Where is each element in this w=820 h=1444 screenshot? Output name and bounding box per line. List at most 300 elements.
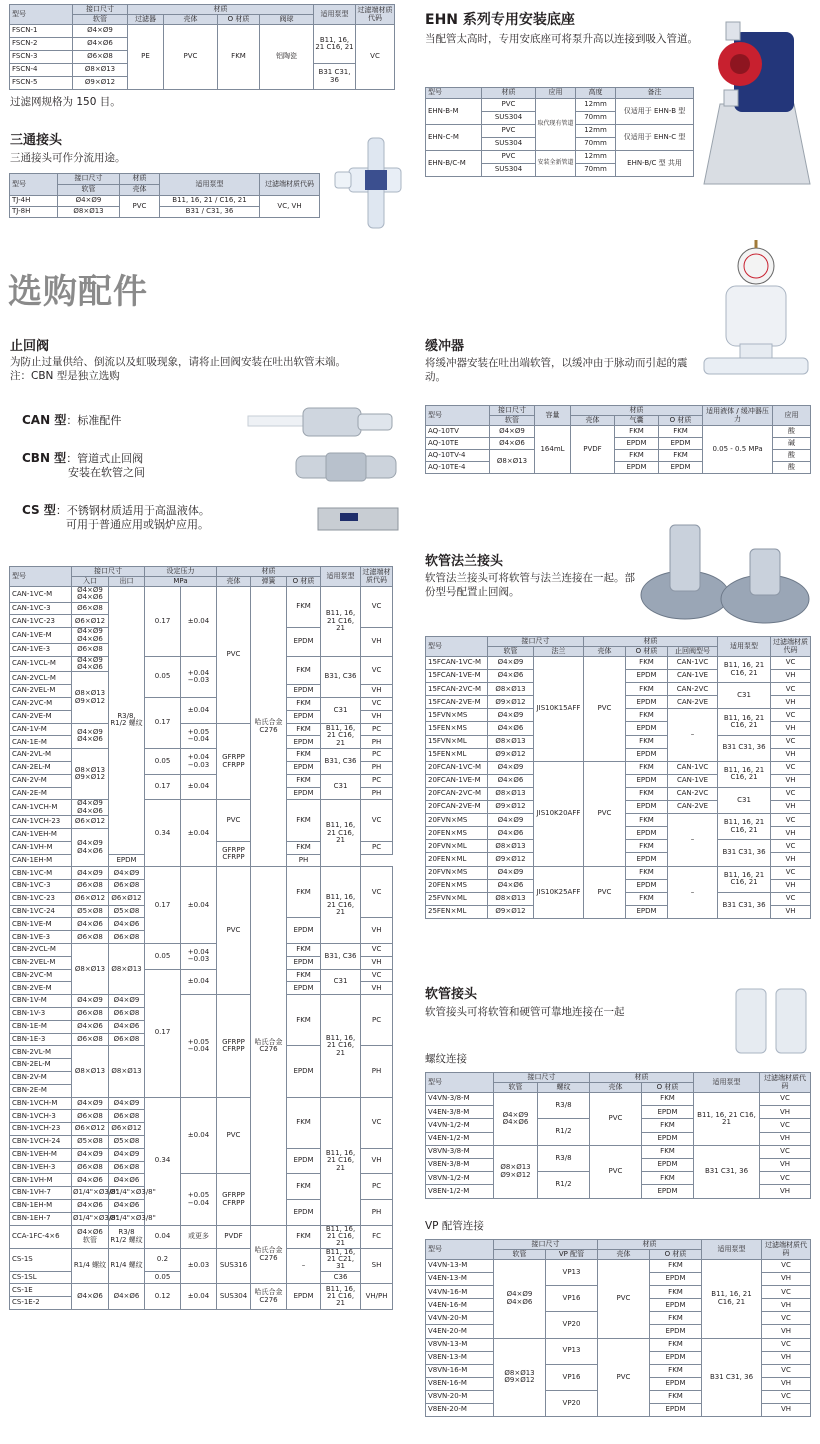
table-cell: Ø4×Ø9 [109,995,145,1008]
table-cell: CBN-1VE-3 [10,931,72,944]
cs-type-label-2: 可用于普通应用或锅炉应用。 [66,518,209,531]
table-cell: EPDM [615,438,659,450]
table-cell: 70mm [576,112,616,125]
table-cell: Ø8×Ø13 [490,450,535,474]
table-cell: EPDM [626,879,668,892]
table-cell: FKM [642,1172,694,1185]
col-port: 接口尺寸 [494,1240,598,1250]
table-cell: CAN-2VL-M [10,749,72,762]
col-port: 接口尺寸 [73,5,128,15]
table-cell: ±0.04 [181,698,217,724]
table-cell: CAN-1VC-23 [10,615,72,628]
table-row [426,1145,811,1158]
table-cell: EPDM [626,801,668,814]
table-cell: AQ-10TV-4 [426,450,490,462]
table-cell: GFRPP CFRPP [217,723,251,800]
table-cell: Ø4×Ø9 Ø4×Ø6 [72,587,109,603]
table-cell: C31 [321,698,361,724]
table-cell: +0.04 −0.03 [181,749,217,775]
table-cell: V4EN-20-M [426,1325,494,1338]
table-cell: VH [361,956,393,969]
table-row [10,587,393,603]
table-cell: 164mL [535,426,571,474]
table-cell: PVC [590,1145,642,1198]
table-cell: VC [356,25,395,90]
col-pump: 适用泵型 [694,1073,760,1093]
table-cell: Ø8×Ø13 [488,683,534,696]
col-application: 应用 [773,406,811,426]
table-cell: CBN-2VL-M [10,1046,72,1059]
col-model: 型号 [426,637,488,657]
table-cell: CBN-2V-M [10,1072,72,1085]
hose-joint-photo [730,985,812,1057]
table-row [10,800,393,816]
col-body: 壳体 [120,185,160,196]
table-cell: PVC [482,125,536,138]
table-cell: CAN-1VC-M [10,587,72,603]
col-pump: 适用泵型 [321,567,361,587]
table-cell: Ø6×Ø8 [73,51,128,64]
col-material: 材质 [217,567,321,577]
table-cell: 15FCAN-1VC-M [426,657,488,670]
vp-table-wrap [425,1239,811,1417]
table-cell: PVC [482,99,536,112]
table-cell: SUS316 [217,1248,251,1284]
table-cell: R1/4 螺纹 [72,1248,109,1284]
table-cell: VH [771,905,811,918]
table-cell: EPDM [287,1284,321,1310]
table-cell: EPDM [287,918,321,944]
thread-table [425,1072,811,1199]
table-cell: PVC [217,800,251,841]
table-cell: V4VN-16-M [426,1286,494,1299]
table-cell: FKM [626,683,668,696]
table-cell: Ø6×Ø8 [109,931,145,944]
table-row [10,1097,393,1110]
table-cell: B11, 16, 21 C16, 21 [718,866,771,892]
table-cell: 20FVN×ML [426,840,488,853]
table-cell: FKM [287,800,321,841]
col-code: 过滤端材质代码 [260,174,320,196]
table-cell: Ø6×Ø8 [72,1110,109,1123]
table-cell: CAN-2VEL-M [10,685,72,698]
table-cell: FSCN-1 [10,25,73,38]
table-cell: EPDM [626,774,668,787]
table-cell: V8EN-1/2-M [426,1185,494,1198]
table-cell: VC [771,814,811,827]
table-cell: CBN-1E-3 [10,1033,72,1046]
table-cell: Ø4×Ø9 Ø4×Ø6 [72,723,109,749]
col-hose: 软管 [488,647,534,657]
table-row [10,867,393,880]
table-cell: 0.05 - 0.5 MPa [703,426,773,474]
table-cell: 0.05 [145,656,181,697]
table-cell: FKM [287,1225,321,1248]
table-cell: Ø6×Ø8 [72,602,109,615]
table-cell: B31, C36 [321,749,361,775]
col-height: 高度 [576,88,616,99]
table-cell: VH [771,879,811,892]
table-cell: V8EN-20-M [426,1404,494,1417]
table-cell: VH [361,918,393,944]
table-cell: CAN-2E-M [10,787,72,800]
flange-desc: 软管法兰接头可将软管与法兰连接在一起。部份型号配置止回阀。 [425,572,635,598]
table-cell: CAN-1VCH-M [10,800,72,816]
table-cell: Ø4×Ø9 Ø4×Ø6 [72,628,109,644]
cs-valve-photo [318,504,402,534]
table-cell: EHN-C-M [426,125,482,151]
col-material: 材质 [120,174,160,185]
table-cell: CAN-1VC [668,761,718,774]
table-cell: 70mm [576,138,616,151]
table-cell: 0.17 [145,969,181,1097]
table-cell: JIS10K20AFF [534,761,584,866]
table-cell: FKM [650,1338,702,1351]
table-cell: C31 [321,969,361,995]
table-cell: CBN-1VH-M [10,1174,72,1187]
table-cell: Ø8×Ø13 [109,944,145,995]
table-cell: VC [361,800,393,841]
table-cell: B11, 16, 21 C16, 21 [321,995,361,1097]
table-cell: Ø8×Ø13 [488,735,534,748]
table-cell: 0.05 [145,1271,181,1284]
table-cell: Ø4×Ø9 Ø4×Ø6 [72,656,109,672]
col-code: 过滤端材质代码 [356,5,395,25]
table-cell: SUS304 [217,1284,251,1310]
table-cell: Ø6×Ø8 [72,1161,109,1174]
table-cell: B11, 16, 21 C16, 21 [694,1093,760,1146]
table-cell: PVC [482,151,536,164]
table-cell: Ø4×Ø6 [488,722,534,735]
col-pump: 适用泵型 [718,637,771,657]
table-cell: Ø9×Ø12 [488,905,534,918]
table-cell: Ø5×Ø8 [109,1136,145,1149]
col-model: 型号 [10,174,58,196]
table-cell: R1/4 螺纹 [109,1248,145,1284]
table-cell: FKM [287,1097,321,1148]
table-cell: CBN-1VCH-24 [10,1136,72,1149]
table-cell: R1/2 [538,1119,590,1145]
table-cell: 25FVN×ML [426,892,488,905]
col-body: 壳体 [584,647,626,657]
hose-joint-title: 软管接头 [425,987,478,1002]
table-cell: C36 [321,1271,361,1284]
table-cell: PVC [120,196,160,218]
table-cell: PH [361,1046,393,1097]
col-body: 壳体 [590,1083,642,1093]
table-cell: VC [771,840,811,853]
table-cell: VH [760,1158,811,1171]
table-cell: Ø4×Ø9 [488,814,534,827]
table-cell: FKM [650,1286,702,1299]
table-cell: EPDM [650,1351,702,1364]
col-body: 壳体 [164,15,218,25]
table-cell: Ø4×Ø6 [72,918,109,931]
table-cell: 0.04 [145,1225,181,1248]
thread-rows [426,1093,811,1199]
table-cell: EPDM [287,1200,321,1226]
table-cell: V4VN-13-M [426,1260,494,1273]
check-valve-title: 止回阀 [10,339,50,354]
table-cell: CAN-1VEH-M [10,828,72,841]
table-cell: B31 C31, 36 [718,735,771,761]
table-cell: VP16 [546,1364,598,1390]
table-cell: VH [771,801,811,814]
table-cell: CAN-1VCL-M [10,656,72,672]
table-cell: FKM [650,1260,702,1273]
table-cell: Ø5×Ø8 [72,1136,109,1149]
table-cell: PH [361,787,393,800]
col-material: 材质 [590,1073,694,1083]
hose-joint-desc: 软管接头可将软管和硬管可靠地连接在一起 [425,1006,625,1018]
table-cell: FKM [626,657,668,670]
table-cell: Ø4×Ø6 [72,1284,109,1310]
table-cell: CAN-1VH-M [10,841,72,854]
table-cell: CBN-1V-3 [10,1008,72,1021]
table-row [10,969,393,982]
table-cell: FKM [626,814,668,827]
table-cell: Ø6×Ø8 [72,1033,109,1046]
table-cell: VC [762,1286,811,1299]
table-cell: PVDF [217,1225,251,1248]
table-cell: EPDM [642,1158,694,1171]
table-cell: FKM [642,1093,694,1106]
table-row [10,774,393,787]
table-cell: V8VN-3/8-M [426,1145,494,1158]
cbn-type-label: CBN 型：管道式止回阀 [22,451,144,465]
table-cell: B31 C31, 36 [718,840,771,866]
col-port: 接口尺寸 [490,406,535,416]
tee-table [9,173,320,218]
table-cell: B31 C31, 36 [314,64,356,90]
col-oring: O 材质 [287,577,321,587]
col-code: 过滤端材质代码 [762,1240,811,1260]
col-model: 型号 [426,1073,494,1093]
buffer-title: 缓冲器 [425,339,465,354]
table-cell: 0.2 [145,1248,181,1271]
table-row [10,944,393,957]
table-cell: EPDM [626,827,668,840]
table-cell: PVC [217,587,251,724]
table-cell: PVDF [571,426,615,474]
table-cell: FKM [659,426,703,438]
table-cell: VP20 [546,1312,598,1338]
table-cell: Ø6×Ø12 [72,1123,109,1136]
table-cell: +0.05 −0.04 [181,1174,217,1225]
col-code: 过滤端材质代码 [361,567,393,587]
col-model: 型号 [426,88,482,99]
table-cell: B11, 16, 21 C16, 21 [718,657,771,683]
table-cell: Ø4×Ø9 [58,196,120,207]
col-oring: O 材质 [218,15,260,25]
table-cell: B31 C31, 36 [718,892,771,918]
table-cell: PH [361,1200,393,1226]
table-cell: Ø8×Ø13 [73,64,128,77]
table-cell: Ø6×Ø12 [109,1123,145,1136]
table-cell: V8VN-13-M [426,1338,494,1351]
table-cell: Ø4×Ø9 [72,995,109,1008]
table-cell: Ø4×Ø9 [109,867,145,880]
table-cell: CBN-1VC-M [10,867,72,880]
table-cell: VH/PH [361,1284,393,1310]
table-cell: 20FCAN-1VE-M [426,774,488,787]
col-vp: VP 配管 [546,1250,598,1260]
table-cell: FC [361,1225,393,1248]
table-cell: 酸 [773,426,811,438]
ehn-desc: 当配管太高时，专用安底座可将泵升高以连接到吸入管道。 [425,33,698,45]
table-cell: ±0.04 [181,969,217,995]
table-cell: PVC [164,25,218,90]
table-cell: V4EN-1/2-M [426,1132,494,1145]
col-oring: O 材质 [650,1250,702,1260]
col-material: 材质 [482,88,536,99]
table-cell: VC [361,944,393,957]
table-cell: Ø4×Ø6 [109,1020,145,1033]
table-cell: EPDM [626,853,668,866]
check-valve-rows [10,587,393,1310]
table-cell: V4EN-16-M [426,1299,494,1312]
table-cell: 15FCAN-1VE-M [426,670,488,683]
col-port: 接口尺寸 [58,174,120,185]
table-cell: Ø4×Ø6 [490,438,535,450]
table-cell: CBN-1VC-23 [10,892,72,905]
table-cell: 酸 [773,462,811,474]
tee-joint-photo [335,138,415,230]
table-cell: FKM [626,735,668,748]
ehn-table [425,87,694,177]
table-cell: VH [762,1325,811,1338]
table-cell: Ø4×Ø9 [488,657,534,670]
table-cell: Ø4×Ø9 [488,761,534,774]
table-cell: PC [361,1174,393,1200]
table-cell: VC [771,866,811,879]
table-cell: Ø6×Ø8 [109,1161,145,1174]
thread-table-wrap [425,1072,811,1199]
table-cell: V8EN-13-M [426,1351,494,1364]
table-cell: VC [771,709,811,722]
table-cell: ±0.04 [181,867,217,944]
col-pump: 适用泵型 [160,174,260,196]
table-cell: Ø6×Ø8 [72,880,109,893]
flange-title: 软管法兰接头 [425,554,504,569]
table-cell: EHN-B-M [426,99,482,125]
table-cell: CAN-1VE-3 [10,643,72,656]
table-cell: CS-1S [10,1248,72,1271]
can-type-label: CAN 型：标准配件 [22,413,122,427]
table-cell: EPDM [626,696,668,709]
table-cell: VC [771,892,811,905]
table-cell: R3/8, R1/2 螺纹 [109,587,145,855]
table-cell: CAN-1E-M [10,736,72,749]
table-cell: EPDM [650,1273,702,1286]
col-oring: O 材质 [659,416,703,426]
table-cell: Ø9×Ø12 [488,696,534,709]
buffer-table-wrap [425,405,811,474]
col-oring: O 材质 [626,647,668,657]
table-cell: VH [771,853,811,866]
table-cell: PH [287,854,321,867]
table-cell: CS-1E [10,1284,72,1297]
table-cell: AQ-10TE [426,438,490,450]
table-cell: C31 [321,774,361,800]
table-cell: Ø9×Ø12 [488,853,534,866]
col-body: 壳体 [217,577,251,587]
cbn-valve-photo [296,448,401,484]
col-bladder: 气囊 [615,416,659,426]
cs-type-label: CS 型：不锈钢材质适用于高温液体。 [22,503,210,517]
table-cell: CBN-2EL-M [10,1059,72,1072]
table-cell: CBN-1EH-M [10,1200,72,1213]
col-body: 壳体 [571,416,615,426]
table-cell: CBN-1VEH-M [10,1148,72,1161]
table-cell: CAN-2VC-M [10,698,72,711]
table-cell: VP20 [546,1390,598,1416]
table-cell: PH [361,736,393,749]
table-cell: SH [361,1248,393,1284]
table-cell: 20FVN×MS [426,866,488,879]
table-cell: 70mm [576,164,616,177]
table-cell: PC [361,995,393,1046]
table-cell: Ø6×Ø8 [72,931,109,944]
table-cell: Ø1/4"×Ø3/8" [109,1187,145,1200]
table-cell: EPDM [287,762,321,775]
table-cell: +0.05 −0.04 [181,723,217,749]
fscn-table-wrap [9,4,395,90]
check-valve-desc: 为防止过量供给、倒流以及虹吸现象，请将止回阀安装在吐出软管末端。 [10,356,346,368]
table-row [426,1338,811,1351]
table-cell: FKM [626,892,668,905]
table-cell: Ø4×Ø9 [488,866,534,879]
table-cell: EPDM [626,670,668,683]
table-cell: Ø6×Ø12 [72,615,109,628]
table-cell: Ø5×Ø8 [72,905,109,918]
col-material: 材质 [598,1240,702,1250]
table-cell: PH [361,762,393,775]
buffer-table [425,405,811,474]
table-cell: Ø8×Ø13 Ø9×Ø12 [494,1145,538,1198]
table-cell: VC [771,683,811,696]
table-cell: VC, VH [260,196,320,218]
col-material: 材质 [584,637,718,647]
table-cell: VC [762,1390,811,1403]
table-cell: FKM [287,656,321,684]
table-cell: VP13 [546,1338,598,1364]
table-cell: 20FEN×MS [426,827,488,840]
table-cell: 0.17 [145,698,181,749]
col-port: 接口尺寸 [488,637,584,647]
table-cell: Ø6×Ø8 [109,1110,145,1123]
table-cell: 20FVN×MS [426,814,488,827]
check-valve-note: 注：CBN 型是独立选购 [10,370,120,382]
table-cell: Ø4×Ø6 [109,1174,145,1187]
table-cell: CBN-2VC-M [10,969,72,982]
table-cell: ±0.03 [181,1248,217,1284]
table-cell: VH [762,1273,811,1286]
table-cell: CBN-1VCH-3 [10,1110,72,1123]
table-cell: B11, 16, 21 C16, 21 [321,1284,361,1310]
table-cell: ±0.04 [181,800,217,867]
table-cell: Ø4×Ø6 [109,1284,145,1310]
table-cell: CBN-2VEL-M [10,956,72,969]
table-cell: EPDM [287,787,321,800]
table-cell: Ø4×Ø6 软管 [72,1225,109,1248]
table-cell: GFRPP CFRPP [217,841,251,867]
table-cell: Ø4×Ø9 Ø4×Ø6 [494,1260,546,1339]
table-cell: EPDM [287,956,321,969]
table-cell: 哈氏合金 C276 [251,587,287,867]
table-cell: CAN-1VE [668,670,718,683]
table-cell: SUS304 [482,164,536,177]
